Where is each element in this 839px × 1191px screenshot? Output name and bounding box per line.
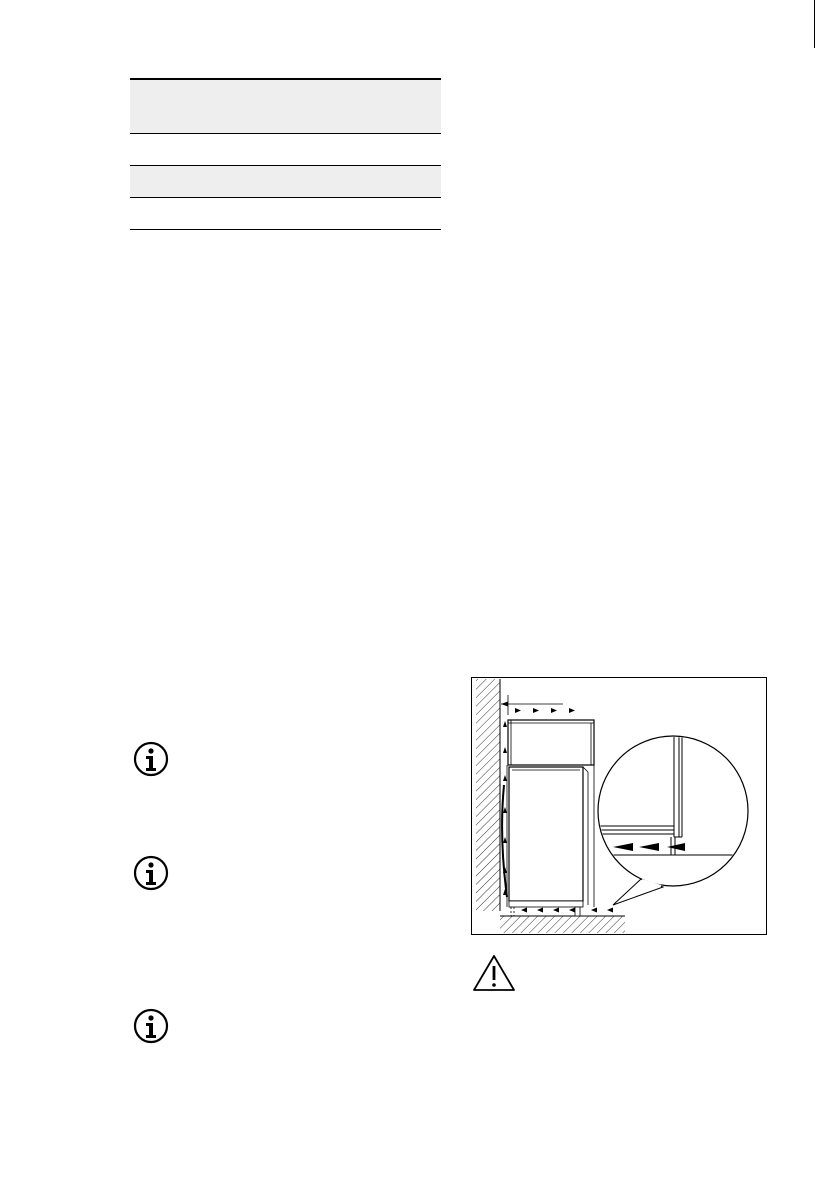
table-header-cell — [130, 79, 286, 133]
installation-ventilation-diagram — [471, 677, 767, 935]
table-cell — [286, 133, 442, 165]
table-cell — [130, 133, 286, 165]
table-cell — [130, 165, 286, 197]
table-cell — [286, 197, 442, 229]
info-icon — [133, 1008, 169, 1044]
table-row — [130, 133, 441, 165]
table-header-cell — [286, 79, 442, 133]
table-row — [130, 165, 441, 197]
table-cell — [286, 165, 442, 197]
table-header-row — [130, 79, 441, 133]
table-cell — [130, 197, 286, 229]
info-icon — [133, 855, 169, 891]
info-icon — [133, 741, 169, 777]
page-corner-mark — [814, 0, 815, 48]
table-row — [130, 197, 441, 229]
spec-table — [130, 78, 441, 230]
warning-triangle-icon — [472, 954, 516, 992]
